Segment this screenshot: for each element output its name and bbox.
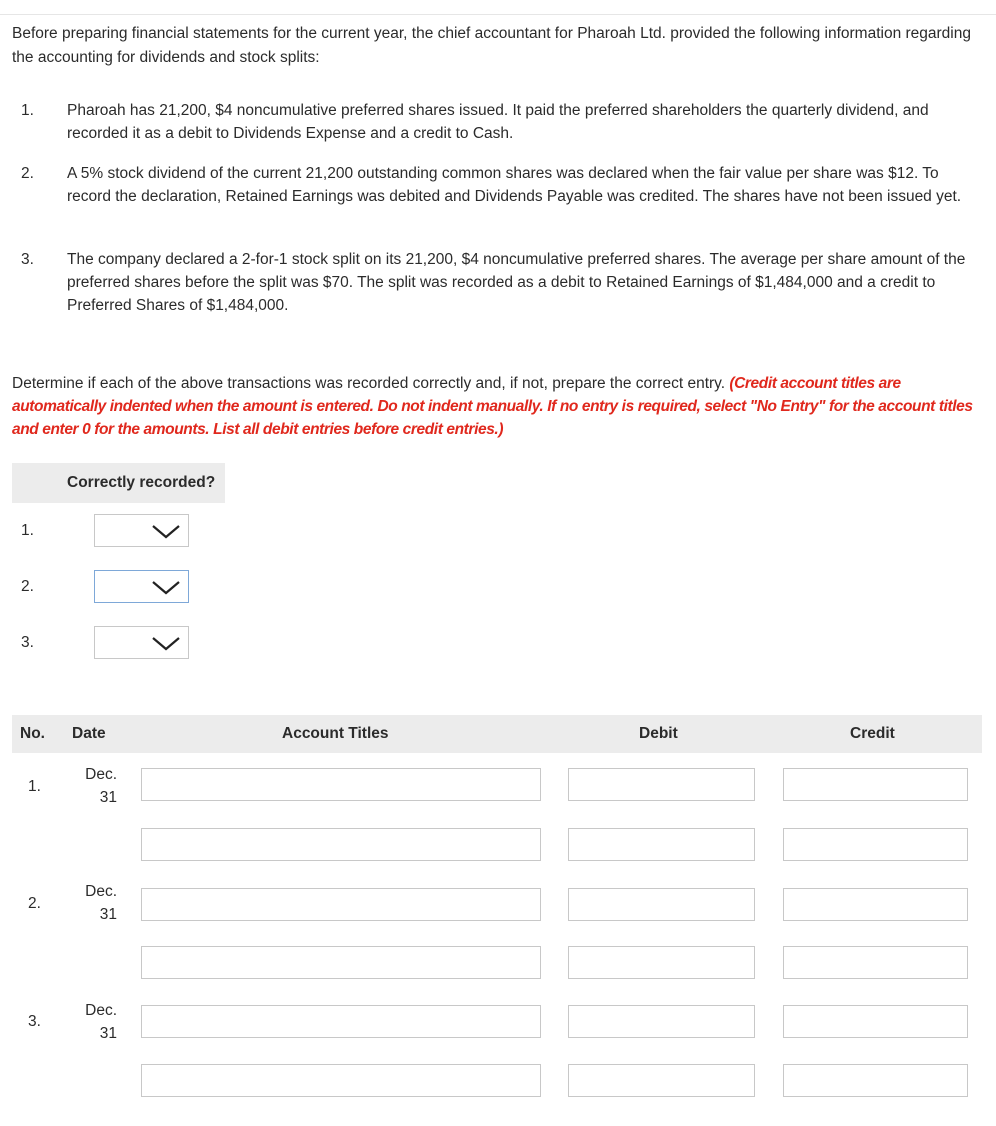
date-day: 31	[99, 906, 117, 923]
chevron-down-icon	[151, 524, 181, 539]
instructions-note: (Credit account titles are automatically indented when the amount is entered. Do not indent manually. If no entry is required, select "No Entry" for the account titles and enter 0 for the amounts. List all debit entries before credit entries.)	[12, 375, 973, 438]
entry-number: 3.	[28, 1013, 41, 1030]
correctly-recorded-select-1[interactable]	[94, 514, 189, 547]
col-header-date: Date	[72, 725, 106, 742]
col-header-no: No.	[20, 725, 45, 742]
top-divider	[0, 14, 996, 15]
item-text: A 5% stock dividend of the current 21,200 outstanding common shares was declared when the fair value per share was $12. To record the declaration, Retained Earnings was debited and Dividends Payable was credited. The shares have not been issued yet.	[67, 165, 962, 205]
correctly-recorded-label: Correctly recorded?	[67, 474, 216, 491]
date-month: Dec.	[85, 1002, 117, 1019]
correctly-recorded-select-3[interactable]	[94, 626, 189, 659]
row-number: 2.	[21, 578, 34, 595]
correctly-recorded-select-2[interactable]	[94, 570, 189, 603]
col-header-account: Account Titles	[282, 725, 389, 742]
credit-input[interactable]	[783, 828, 968, 861]
entry-number: 1.	[28, 778, 41, 795]
instructions	[12, 372, 977, 441]
account-title-input[interactable]	[141, 888, 541, 921]
entry-date	[85, 763, 117, 809]
account-title-input[interactable]	[141, 1005, 541, 1038]
date-month: Dec.	[85, 883, 117, 900]
entry-number: 2.	[28, 895, 41, 912]
col-header-credit: Credit	[850, 725, 895, 742]
account-title-input[interactable]	[141, 828, 541, 861]
item-text: The company declared a 2-for-1 stock split on its 21,200, $4 noncumulative preferred shares. The average per share amount of the preferred shares before the split was $70. The split was recorded as a debit to Retained Earnings of $1,484,000 and a credit to Preferred Shares of $1,484,000.	[67, 251, 966, 314]
debit-input[interactable]	[568, 1005, 755, 1038]
account-title-input[interactable]	[141, 768, 541, 801]
entry-date	[85, 880, 117, 926]
debit-input[interactable]	[568, 888, 755, 921]
debit-input[interactable]	[568, 768, 755, 801]
date-month: Dec.	[85, 766, 117, 783]
date-day: 31	[99, 789, 117, 806]
credit-input[interactable]	[783, 1005, 968, 1038]
chevron-down-icon	[151, 580, 181, 595]
debit-input[interactable]	[568, 946, 755, 979]
account-title-input[interactable]	[141, 1064, 541, 1097]
col-header-debit: Debit	[639, 725, 678, 742]
date-day: 31	[99, 1025, 117, 1042]
credit-input[interactable]	[783, 1064, 968, 1097]
intro-text: Before preparing financial statements for the current year, the chief accountant for Pharoah Ltd. provided the following information regarding the accounting for dividends and stock splits:	[12, 25, 971, 66]
debit-input[interactable]	[568, 828, 755, 861]
row-number: 3.	[21, 634, 34, 651]
item-number: 1.	[21, 102, 34, 119]
chevron-down-icon	[151, 636, 181, 651]
entry-date	[85, 999, 117, 1045]
instructions-main: Determine if each of the above transactions was recorded correctly and, if not, prepare the correct entry.	[12, 375, 730, 392]
debit-input[interactable]	[568, 1064, 755, 1097]
correctly-recorded-header	[12, 463, 225, 503]
journal-header	[12, 715, 982, 753]
item-number: 2.	[21, 165, 34, 182]
item-number: 3.	[21, 251, 34, 268]
credit-input[interactable]	[783, 946, 968, 979]
credit-input[interactable]	[783, 768, 968, 801]
credit-input[interactable]	[783, 888, 968, 921]
account-title-input[interactable]	[141, 946, 541, 979]
item-text: Pharoah has 21,200, $4 noncumulative preferred shares issued. It paid the preferred shareholders the quarterly dividend, and recorded it as a debit to Dividends Expense and a credit to Cash.	[67, 102, 929, 142]
row-number: 1.	[21, 522, 34, 539]
